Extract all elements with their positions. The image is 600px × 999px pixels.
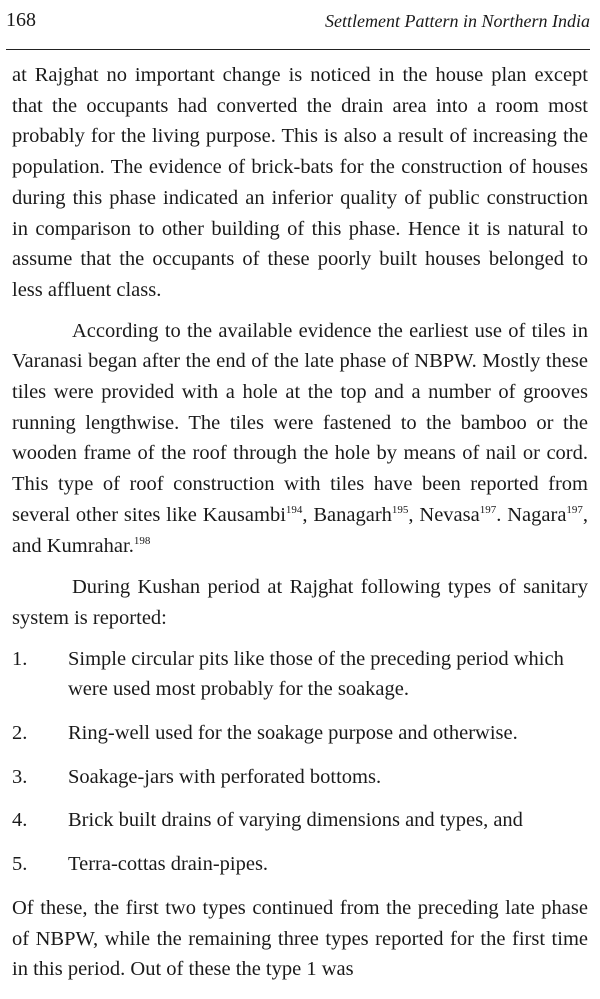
page-number: 168 xyxy=(6,9,36,31)
list-item xyxy=(12,644,588,705)
paragraph-types-continued: Of these, the first two types continued from the preceding late phase of NBPW, while the remaining three types reported for the first time in this period. Out of these the type 1 was xyxy=(12,896,588,981)
running-head xyxy=(6,9,590,37)
list-text: Simple circular pits like those of the preceding period which were used most probably for the soakage. xyxy=(68,647,564,701)
site-name: Banagarh xyxy=(313,503,392,526)
paragraph-kushan: During Kushan period at Rajghat following types of sanitary system is reported: xyxy=(12,576,588,629)
paragraph-tiles xyxy=(12,316,588,562)
page-body xyxy=(12,60,588,985)
list-number: 3. xyxy=(12,765,28,788)
site-separator: , and xyxy=(12,503,589,557)
footnote-ref: 194 xyxy=(285,503,303,516)
list-number: 4. xyxy=(12,809,28,832)
site-separator: . xyxy=(496,503,508,526)
list-number: 5. xyxy=(12,853,28,876)
paragraph-tiles-text: According to the available evidence the earliest use of tiles in Varanasi began after the end of the late phase of NBPW. Mostly these tiles were provided with a hole at the top and a number of grooves running lengthwise. The tiles were fastened to the bamboo or the wooden frame of the roof through the hole by means of nail or cord. This type of roof construction with tiles have been reported from several other sites like xyxy=(12,319,588,526)
site-separator: , xyxy=(408,503,420,526)
running-title: Settlement Pattern in Northern India xyxy=(325,11,590,31)
list-item xyxy=(12,849,588,880)
sanitary-system-list xyxy=(12,644,588,880)
footnote-ref: 198 xyxy=(133,534,151,547)
list-text: Ring-well used for the soakage purpose and otherwise. xyxy=(68,722,518,745)
footnote-ref: 197 xyxy=(566,503,583,516)
site-name: Nevasa xyxy=(419,503,480,526)
site-kumrahar xyxy=(47,535,151,557)
list-number: 2. xyxy=(12,722,28,745)
site-name: Kumrahar. xyxy=(46,534,134,557)
header-rule xyxy=(6,49,590,50)
footnote-ref: 195 xyxy=(391,503,409,516)
list-item xyxy=(12,805,588,836)
list-text: Brick built drains of varying dimensions and types, and xyxy=(68,809,523,832)
site-kausambi xyxy=(203,504,314,526)
footnote-ref: 197 xyxy=(479,503,497,516)
list-text: Terra-cottas drain-pipes. xyxy=(68,853,269,876)
list-item xyxy=(12,718,588,749)
site-banagarh xyxy=(313,504,419,526)
list-text: Soakage-jars with perforated bottoms. xyxy=(68,765,382,788)
list-item xyxy=(12,762,588,793)
site-name: Nagara xyxy=(507,503,567,526)
paragraph-house-plan: at Rajghat no important change is noticed in the house plan except that the occupants had converted the drain area into a room most probably for the living purpose. This is also a result of increasing the population. The evidence of brick-bats for the construction of houses during this phase indicated an inferior quality of public construction in comparison to other building of this phase. Hence it is natural to assume that the occupants of these poorly built houses belonged to less affluent class. xyxy=(12,64,588,301)
list-number: 1. xyxy=(12,647,28,670)
site-name: Kausambi xyxy=(202,503,286,526)
site-nevasa xyxy=(419,504,507,526)
site-separator: , xyxy=(302,503,314,526)
